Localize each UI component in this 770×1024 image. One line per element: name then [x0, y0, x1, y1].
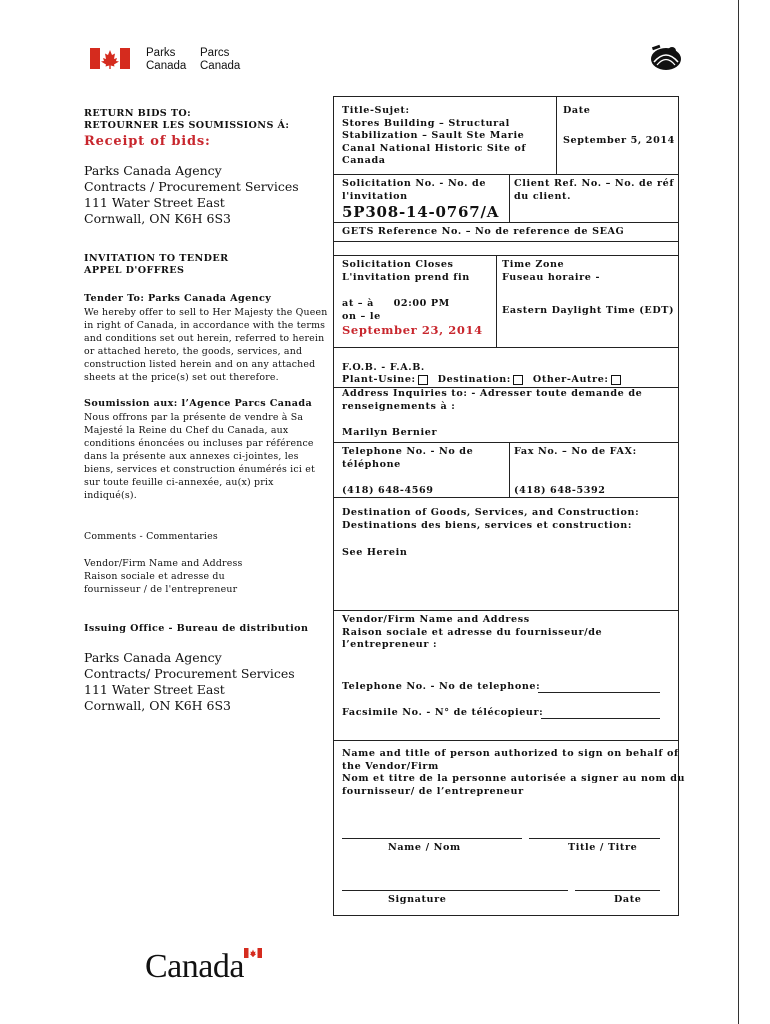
issuing-address-line: Parks Canada Agency	[84, 650, 222, 665]
timezone-label-line: Time Zone	[502, 259, 565, 270]
client-ref-line: du client.	[514, 190, 572, 202]
canada-wordmark	[145, 948, 244, 986]
timezone-label-line: Fuseau horaire -	[502, 271, 601, 283]
destination-goods-line: Destinations des biens, services et construction:	[342, 519, 633, 531]
authorized-line: Nom et titre de la personne autorisée a signer au nom du	[342, 773, 686, 784]
on-le-label: on – le	[342, 311, 381, 322]
fax-value: (418) 648-5392	[514, 485, 606, 496]
tender-body-line: in right of Canada, in accordance with the terms	[84, 320, 326, 331]
return-bids-heading	[84, 108, 289, 132]
closes-label-line: L'invitation prend fin	[342, 271, 470, 283]
timezone-value: Eastern Daylight Time (EDT)	[502, 305, 675, 316]
gets-reference: GETS Reference No. – No de reference de SEAG	[342, 226, 625, 237]
closing-date: September 23, 2014	[342, 323, 483, 337]
name-nom-label: Name / Nom	[388, 842, 461, 853]
client-ref-label	[514, 178, 674, 203]
wordmark-flag-icon	[244, 948, 262, 958]
solicitation-label-line: Solicitation No. - No. de	[342, 178, 487, 189]
date-label: Date	[563, 105, 591, 116]
inquiries-label	[342, 388, 642, 413]
issuing-address-line: 111 Water Street East	[84, 682, 225, 697]
destination-goods-label	[342, 507, 639, 532]
timezone-label	[502, 259, 600, 284]
beaver-logo-icon	[648, 42, 684, 72]
receipt-of-bids: Receipt of bids:	[84, 134, 211, 149]
soumission-body-line: indiqué(s).	[84, 490, 137, 501]
soumission-title: Soumission aux: l’Agence Parcs Canada	[84, 398, 313, 409]
authorized-line: the Vendor/Firm	[342, 760, 439, 772]
solicitation-number: 5P308-14-0767/A	[342, 203, 500, 221]
return-bids-en: RETURN BIDS TO:	[84, 108, 192, 119]
issuing-address	[84, 650, 295, 714]
fob-label: F.O.B. - F.A.B.	[342, 362, 425, 373]
soumission-body-line: sur toute feuille ci-annexée, au(x) prix	[84, 477, 274, 488]
inquiries-line: renseignements à :	[342, 400, 456, 412]
tender-body	[84, 306, 327, 384]
page-edge-line	[738, 0, 739, 1024]
other-checkbox[interactable]	[611, 375, 621, 385]
tender-body-line: or attached hereto, the goods, services, and	[84, 346, 303, 357]
title-sujet	[342, 105, 526, 168]
name-line[interactable]	[342, 838, 522, 839]
parks-en: Parks	[146, 47, 176, 59]
canada-wordmark-text: Canada	[145, 948, 244, 985]
fob-options	[342, 374, 623, 387]
closing-time: at – à 02:00 PM	[342, 298, 450, 309]
invitation-en: INVITATION TO TENDER	[84, 253, 229, 264]
invitation-fr: APPEL D'OFFRES	[84, 265, 185, 276]
telephone-value: (418) 648-4569	[342, 485, 434, 496]
vendor-block-label	[342, 614, 602, 652]
parks-canada-wordmark	[146, 47, 240, 72]
title-titre-label: Title / Titre	[568, 842, 638, 853]
soumission-body-line: dans la présente aux annexes ci-jointes, les	[84, 451, 299, 462]
vendor-left-label	[84, 557, 242, 596]
title-sujet-line: Title-Sujet:	[342, 105, 410, 116]
authorized-label	[342, 748, 685, 798]
canada-en: Canada	[146, 59, 187, 72]
title-sujet-line: Canada	[342, 155, 386, 166]
title-line[interactable]	[529, 838, 660, 839]
signature-label: Signature	[388, 894, 447, 905]
fax-label: Fax No. – No de FAX:	[514, 446, 637, 457]
comments-label: Comments - Commentaries	[84, 531, 218, 542]
client-ref-line: Client Ref. No. – No. de réf	[514, 178, 675, 189]
canada-flag-icon	[90, 48, 130, 69]
vendor-block-line: l’entrepreneur :	[342, 639, 438, 650]
issuing-address-line: Cornwall, ON K6H 6S3	[84, 698, 232, 713]
date-value: September 5, 2014	[563, 135, 675, 146]
telephone-label-line: téléphone	[342, 458, 401, 470]
canada-fr: Canada	[200, 59, 241, 72]
return-address-line: 111 Water Street East	[84, 195, 225, 210]
issuing-address-line: Contracts/ Procurement Services	[84, 666, 295, 681]
vendor-left-line: Vendor/Firm Name and Address	[84, 558, 243, 569]
bid-form	[333, 96, 686, 916]
vendor-left-line: fournisseur / de l'entrepreneur	[84, 584, 238, 595]
vendor-block-line: Raison sociale et adresse du fournisseur/de	[342, 626, 603, 638]
telephone-fill-label: Telephone No. - No de telephone:	[342, 681, 541, 692]
signature-line[interactable]	[342, 890, 568, 891]
parcs-fr: Parcs	[200, 47, 230, 59]
soumission-body-line: Majesté la Reine du Chef du Canada, aux	[84, 425, 289, 436]
contact-name: Marilyn Bernier	[342, 427, 438, 438]
title-sujet-line: Stabilization – Sault Ste Marie	[342, 130, 525, 141]
facsimile-fill-line[interactable]	[541, 718, 660, 719]
closes-label-line: Solicitation Closes	[342, 259, 454, 270]
tender-body-line: sheets at the price(s) set out therefore.	[84, 372, 279, 383]
invitation-heading	[84, 253, 228, 277]
telephone-label	[342, 446, 473, 471]
soumission-body-line: biens, services et construction énumérés ici et	[84, 464, 315, 475]
authorized-line: fournisseur/ de l’entrepreneur	[342, 785, 524, 797]
date-line[interactable]	[575, 890, 660, 891]
soumission-body-line: conditions énoncées ou incluses par référence	[84, 438, 314, 449]
telephone-fill-line[interactable]	[538, 692, 660, 693]
authorized-line: Name and title of person authorized to sign on behalf of	[342, 748, 679, 759]
soumission-body-line: Nous offrons par la présente de vendre à Sa	[84, 412, 304, 423]
solicitation-label	[342, 178, 486, 203]
destination-label: Destination:	[437, 374, 511, 385]
facsimile-fill-label: Facsimile No. - N° de télécopieur:	[342, 707, 544, 718]
destination-checkbox[interactable]	[513, 375, 523, 385]
tender-body-line: and conditions set out herein, referred to herein	[84, 333, 325, 344]
date-sig-label: Date	[614, 894, 642, 905]
see-herein: See Herein	[342, 547, 408, 558]
plant-checkbox[interactable]	[418, 375, 428, 385]
return-address-line: Parks Canada Agency	[84, 163, 222, 178]
return-address	[84, 163, 299, 227]
destination-goods-line: Destination of Goods, Services, and Construction:	[342, 507, 640, 518]
inquiries-line: Address Inquiries to: - Adresser toute demande de	[342, 388, 643, 399]
tender-body-line: construction listed herein and on any attached	[84, 359, 316, 370]
plant-label: Plant-Usine:	[342, 374, 416, 385]
solicitation-label-line: l'invitation	[342, 190, 408, 202]
tender-body-line: We hereby offer to sell to Her Majesty the Queen	[84, 307, 328, 318]
vendor-block-line: Vendor/Firm Name and Address	[342, 614, 530, 625]
issuing-office-label: Issuing Office - Bureau de distribution	[84, 623, 309, 634]
title-sujet-line: Stores Building – Structural	[342, 117, 510, 129]
tender-title: Tender To: Parks Canada Agency	[84, 293, 272, 304]
vendor-left-line: Raison sociale et adresse du	[84, 571, 225, 582]
title-sujet-line: Canal National Historic Site of	[342, 142, 527, 154]
return-bids-fr: RETOURNER LES SOUMISSIONS Á:	[84, 120, 290, 131]
other-label: Other-Autre:	[532, 374, 609, 385]
closes-label	[342, 259, 470, 284]
soumission-body	[84, 411, 315, 502]
return-address-line: Contracts / Procurement Services	[84, 179, 299, 194]
return-address-line: Cornwall, ON K6H 6S3	[84, 211, 232, 226]
telephone-label-line: Telephone No. - No de	[342, 446, 474, 457]
